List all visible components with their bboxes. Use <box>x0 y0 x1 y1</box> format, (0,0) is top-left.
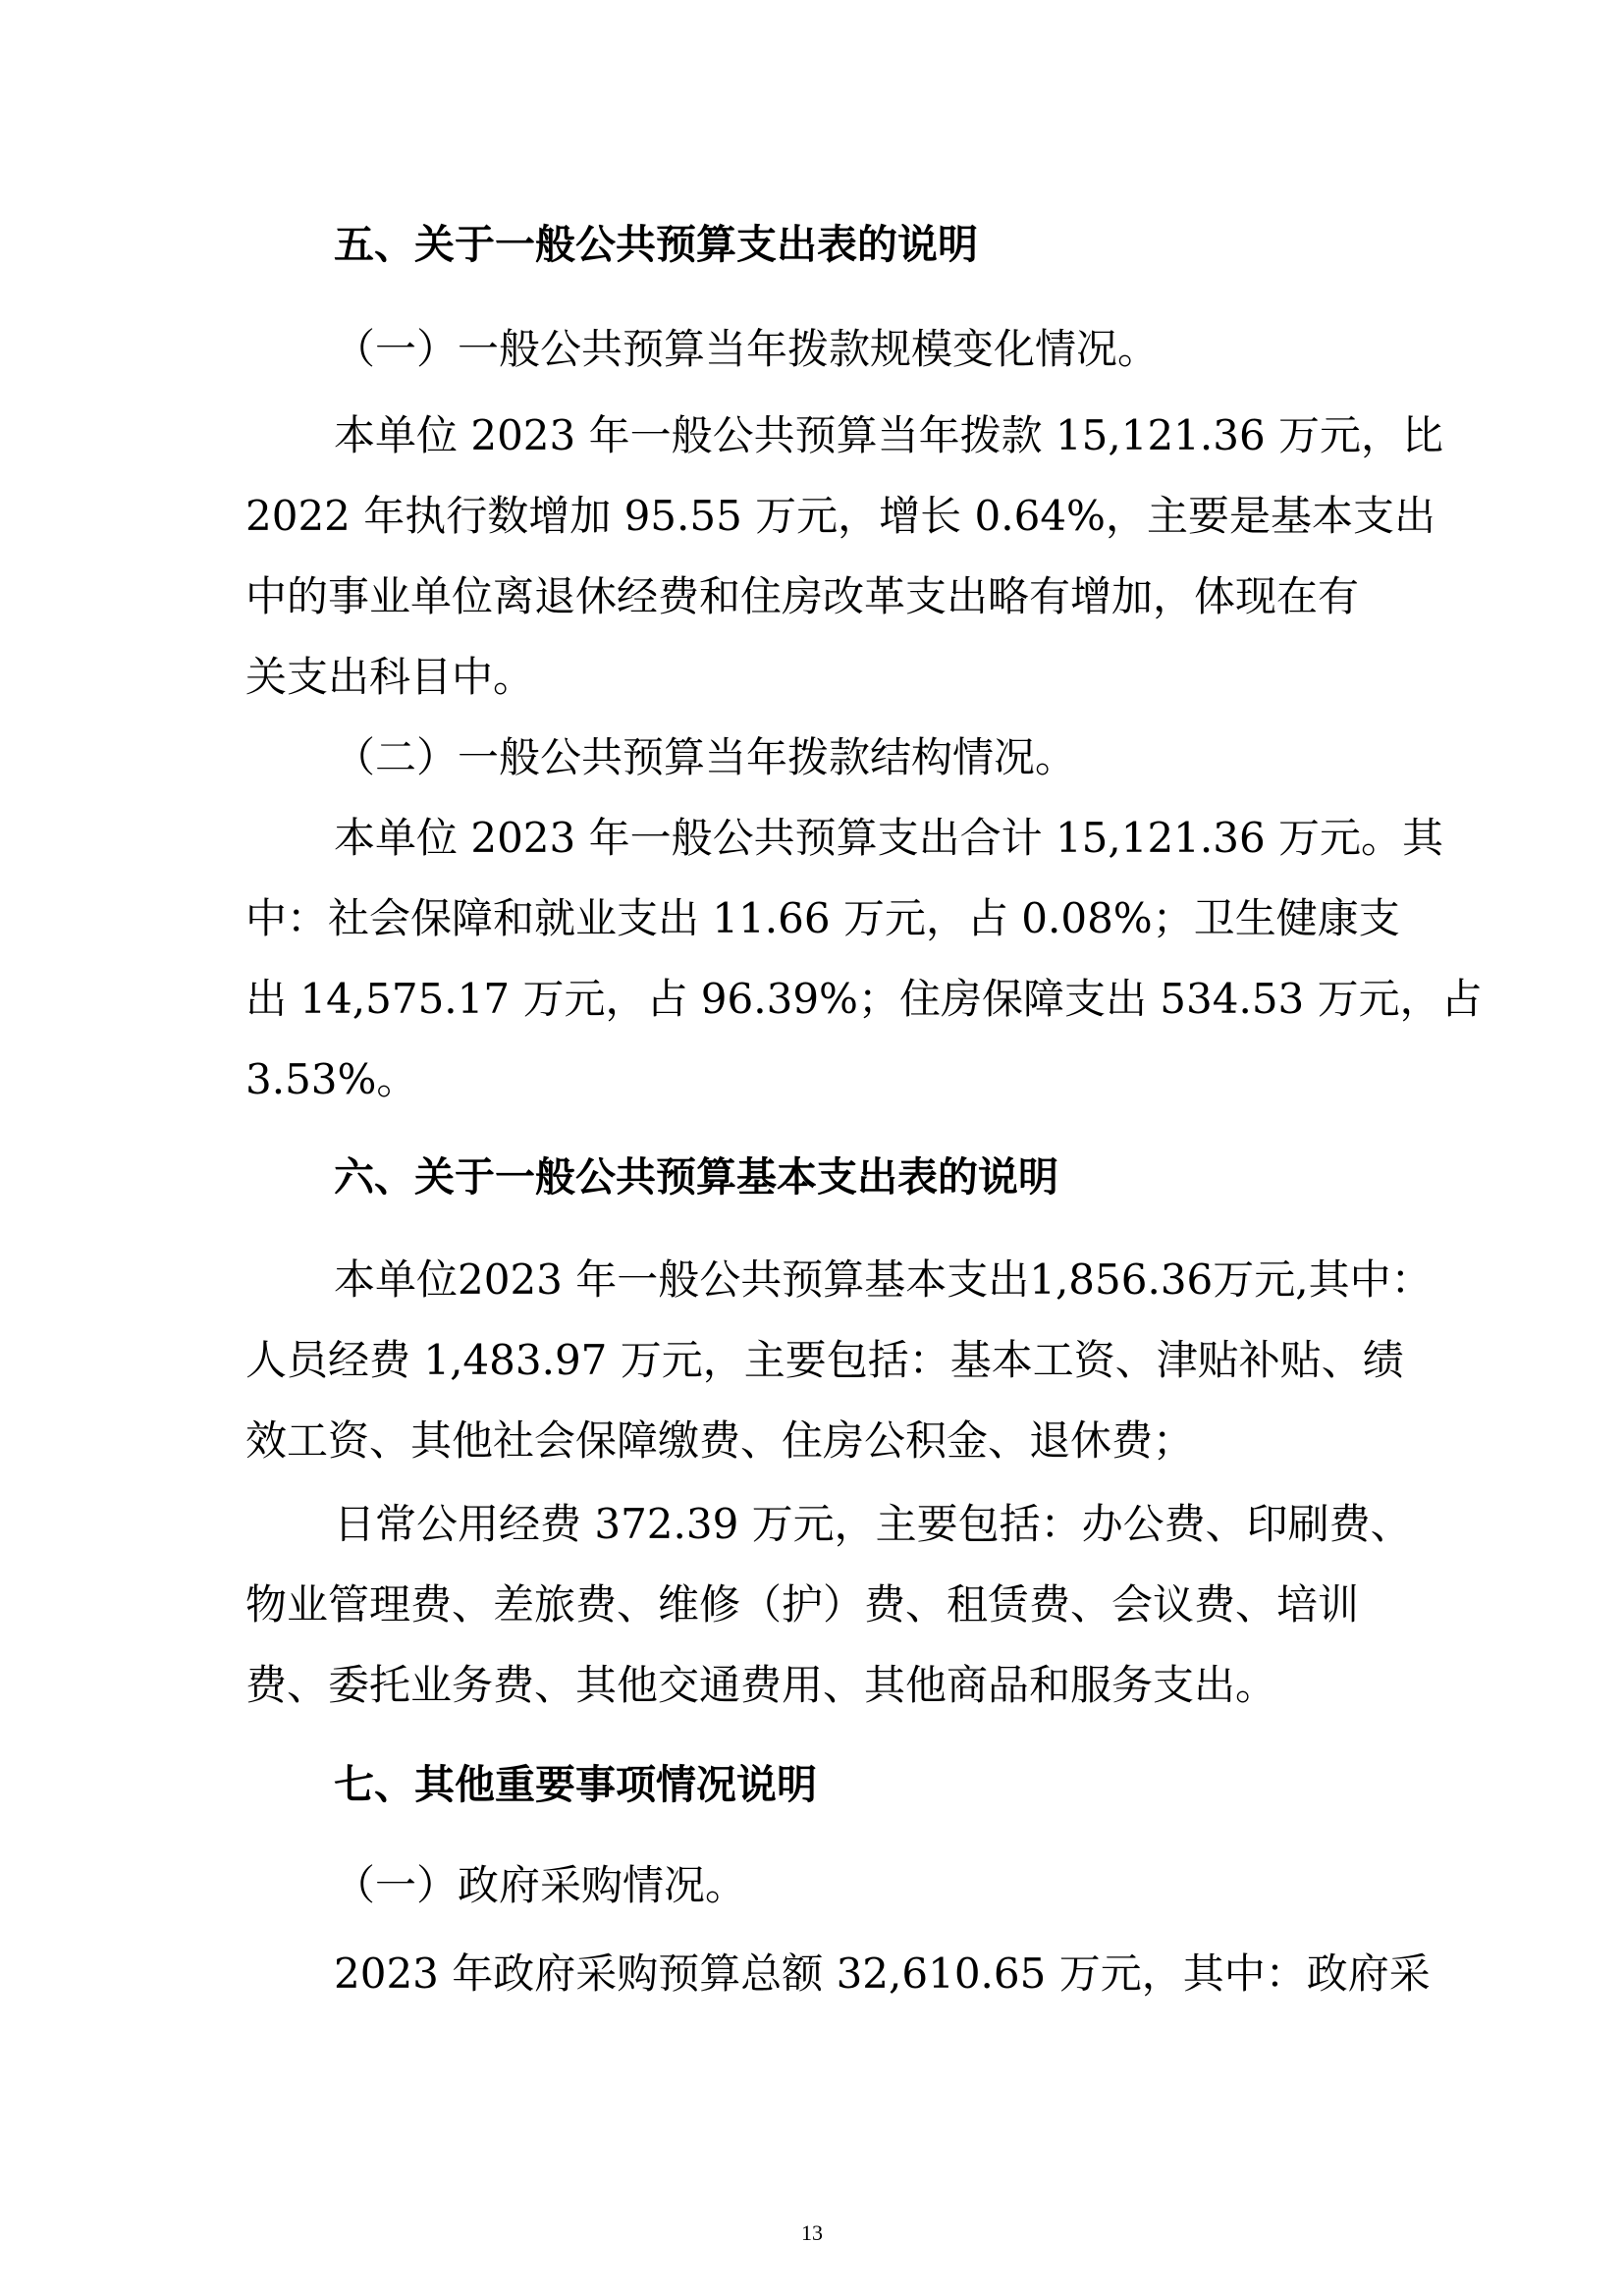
page-number: 13 <box>801 2220 823 2245</box>
paragraph-line: 中的事业单位离退休经费和住房改革支出略有增加，体现在有 <box>245 572 1360 620</box>
paragraph-line: 2022 年执行数增加 95.55 万元，增长 0.64%，主要是基本支出 <box>245 492 1435 540</box>
section-heading-6: 六、关于一般公共预算基本支出表的说明 <box>334 1153 1058 1201</box>
section-heading-7: 七、其他重要事项情况说明 <box>334 1761 817 1808</box>
paragraph-line: 3.53%。 <box>245 1055 418 1103</box>
subsection-heading: （一）政府采购情况。 <box>334 1861 747 1909</box>
paragraph-line: 物业管理费、差旅费、维修（护）费、租赁费、会议费、培训 <box>245 1580 1360 1629</box>
paragraph-line: 本单位 2023 年一般公共预算当年拨款 15,121.36 万元，比 <box>334 411 1444 459</box>
paragraph-line: 日常公用经费 372.39 万元，主要包括：办公费、印刷费、 <box>334 1500 1412 1548</box>
paragraph-line: 效工资、其他社会保障缴费、住房公积金、退休费； <box>245 1416 1195 1465</box>
section-heading-5: 五、关于一般公共预算支出表的说明 <box>334 221 978 268</box>
paragraph-line: 本单位 2023 年一般公共预算支出合计 15,121.36 万元。其 <box>334 814 1444 862</box>
paragraph-line: 关支出科目中。 <box>245 653 535 701</box>
subsection-heading: （一）一般公共预算当年拨款规模变化情况。 <box>334 325 1160 373</box>
paragraph-line: 出 14,575.17 万元，占 96.39%；住房保障支出 534.53 万元，占 <box>245 975 1483 1023</box>
paragraph-line: 2023 年政府采购预算总额 32,610.65 万元，其中：政府采 <box>334 1949 1431 1998</box>
paragraph-line: 本单位2023 年一般公共预算基本支出1,856.36万元,其中： <box>334 1255 1433 1304</box>
paragraph-line: 费、委托业务费、其他交通费用、其他商品和服务支出。 <box>245 1661 1277 1709</box>
paragraph-line: 中：社会保障和就业支出 11.66 万元，占 0.08%；卫生健康支 <box>245 894 1400 942</box>
subsection-heading: （二）一般公共预算当年拨款结构情况。 <box>334 733 1077 781</box>
paragraph-line: 人员经费 1,483.97 万元，主要包括：基本工资、津贴补贴、绩 <box>245 1336 1404 1384</box>
